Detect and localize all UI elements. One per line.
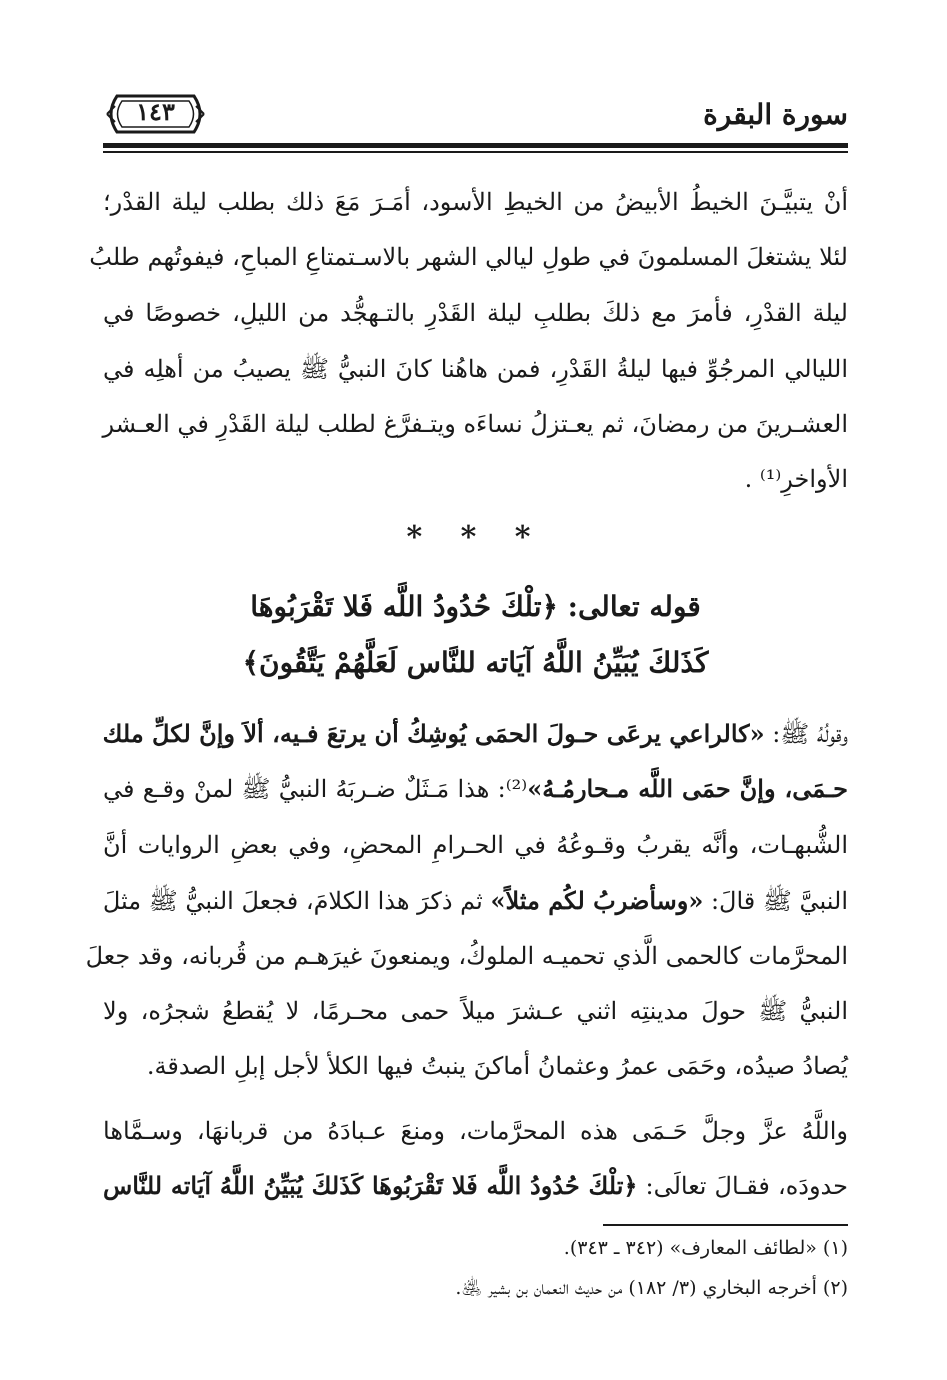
text-line: العشـرينَ من رمضانَ، ثم يعـتزلُ نساءَه ويتـفرَّغ لطلب ليلة القَدْرِ في العـشر [102, 410, 848, 438]
header-rule-thick [103, 143, 848, 148]
verse-heading-line: كَذَلكَ يُبَيِّنُ اللَّهُ آيَاته للنَّاس لَعَلَّهُمْ يَتَّقُونَ﴾ [242, 646, 709, 679]
text-line: الشُّبهـات، وأنَّه يقربُ وقـوعُهُ في الحـرامِ المحضِ، وفي بعضِ الروايات أنَّ [103, 831, 849, 859]
verse-heading-line: قوله تعالى: ﴿تلْكَ حُدُودُ اللَّه فَلا تَقْرَبُوهَا [250, 590, 701, 623]
text-line [103, 1160, 848, 1212]
hadith-quote: حـمَى، وإنَّ حمَى اللَّه مـحارمُـهُ» [527, 774, 849, 803]
text-line: الليالي المرجُوِّ فيها ليلةُ القَدْرِ، فمن هاهُنا كانَ النبيُّ ﷺ يصيبُ من أهلِه في [103, 355, 848, 383]
text-line [103, 708, 848, 760]
text-run: حدودَه، فقـالَ تعالَى: [637, 1172, 848, 1200]
text-run: ⁽²⁾: هذا مَـثَلٌ ضـربَهُ النبيُّ ﷺ لمنْ وقـع في [103, 775, 528, 803]
text-line [103, 763, 848, 815]
page-number-badge [103, 92, 208, 136]
text-line [103, 875, 848, 927]
text-line: أنْ يتبيَّـنَ الخيطُ الأبيضُ من الخيطِ الأسود، أمَـرَ مَعَ ذلك بطلب ليلة القدْر؛ [103, 188, 848, 216]
text-run: وقولُهُ ﷺ: [764, 720, 848, 748]
header-rule-thin [103, 151, 848, 153]
surah-title: سورة البقرة [703, 98, 848, 131]
text-run: ثم ذكرَ هذا الكلامَ، فجعلَ النبيُّ ﷺ مثلَ [102, 887, 491, 915]
text-line: ليلة القدْرِ، فأمرَ مع ذلكَ بطلبِ ليلة القَدْرِ بالتـهجُّد من الليلِ، خصوصًا في [103, 299, 848, 327]
text-line: الأواخرِ⁽¹⁾ . [744, 465, 848, 493]
hadith-quote: «وسأضربُ لكُم مثلاً» [490, 886, 704, 915]
page-header [103, 92, 848, 154]
section-separator: * * * [406, 520, 545, 555]
page-number: ١٤٣ [136, 97, 175, 126]
footnote-rule [603, 1224, 848, 1226]
footnote: (٢) أخرجه البخاري (٣/ ١٨٢) من حديث النعمان بن بشير ﵁. [455, 1277, 848, 1299]
hadith-quote: «كالراعي يرعَى حـولَ الحمَى يُوشِكُ أن يرتعَ فـيه، ألاَ وإنَّ لكلِّ ملك [102, 719, 765, 748]
footnote: (١) «لطائف المعارف» (٣٤٢ ـ ٣٤٣). [563, 1237, 848, 1259]
text-line: واللَّهُ عزَّ وجلَّ حَـمَى هذه المحرَّمات، ومنعَ عـبادَهُ من قربانهَا، وسـمَّاها [103, 1117, 848, 1145]
text-run: النبيَّ ﷺ قالَ: [703, 887, 848, 915]
text-line: المحرَّمات كالحمى الَّذي تحميـه الملوكُ، ويمنعونَ غيرَهـم من قُربانه، وقد جعلَ [85, 942, 848, 970]
text-line: النبيُّ ﷺ حولَ مدينتِه اثني عـشرَ ميلاً حمى محـرمًا، لا يُقطعُ شجرُه، ولا [103, 997, 848, 1025]
quran-quote: ﴿تلْكَ حُدُودُ اللَّه فَلا تَقْرَبُوهَا كَذَلكَ يُبَيِّنُ اللَّهُ آيَاته للنَّاس [103, 1171, 638, 1200]
text-line: لئلا يشتغلَ المسلمونَ في طولِ ليالي الشهر بالاسـتمتاعِ المباحِ، فيفوتُهم طلبُ [89, 243, 848, 271]
text-line: يُصادُ صيدُه، وحَمَى عمرُ وعثمانُ أماكنَ ينبتُ فيها الكلأ لأجل إبلِ الصدقة. [146, 1052, 848, 1080]
